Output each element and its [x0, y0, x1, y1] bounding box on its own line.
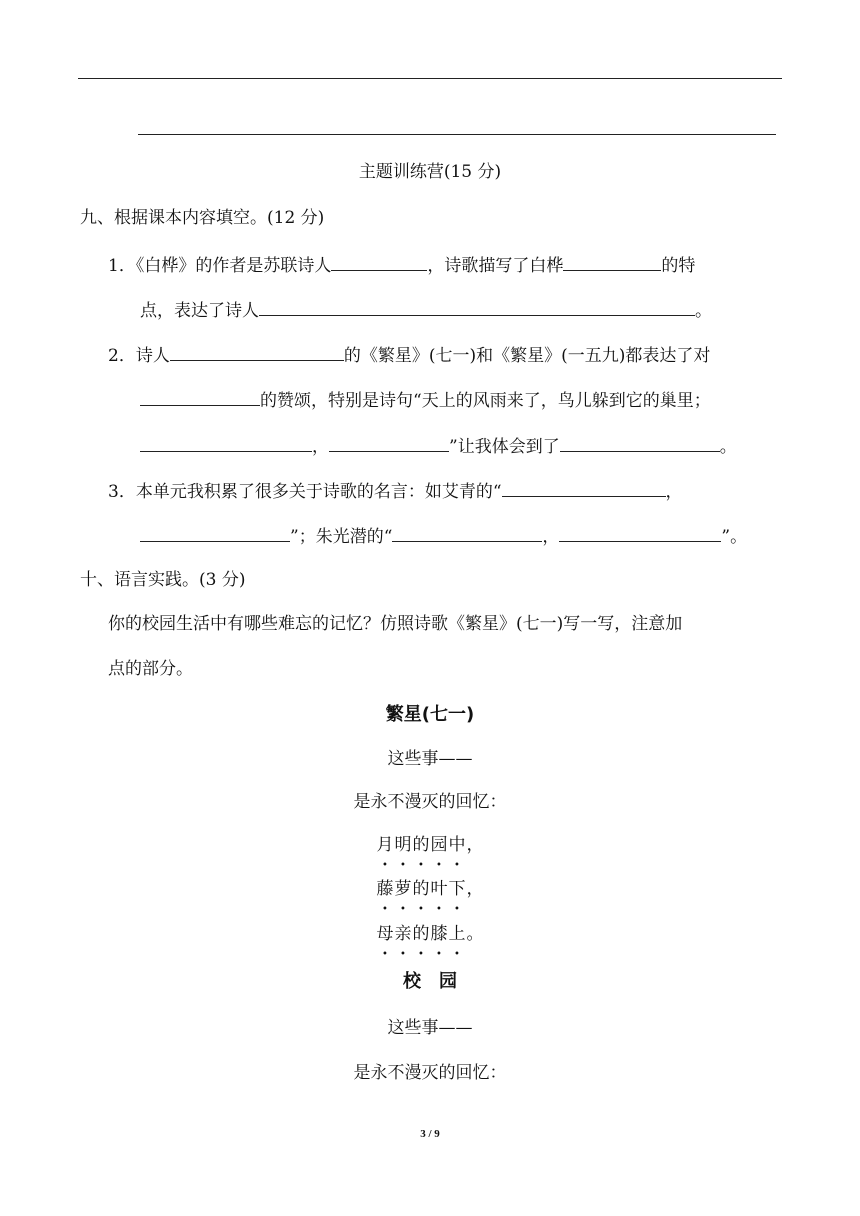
q9-item2-text-e: ”让我体会到了	[449, 437, 560, 457]
dotted-char: 上	[448, 924, 467, 944]
blank-poet-name[interactable]	[170, 342, 344, 361]
q9-item3-line2	[140, 523, 747, 549]
blank-aiqing-quote-b[interactable]	[140, 523, 290, 542]
blank-zhu-quote-b[interactable]	[559, 523, 721, 542]
q9-item2-line1	[108, 342, 710, 368]
blank-zhu-quote-a[interactable]	[392, 523, 542, 542]
q9-item2-line3	[140, 433, 737, 459]
poem1-title: 繁星(七一)	[385, 704, 475, 725]
blank-poem-line-a[interactable]	[140, 433, 312, 452]
q9-item3-text-e: ”。	[721, 527, 748, 547]
q9-item2-text-d: ，	[312, 437, 329, 457]
q9-item2-text-f: 。	[719, 437, 737, 457]
poem1-line3-dotted	[377, 835, 467, 855]
poem1-line1: 这些事——	[387, 749, 473, 769]
answer-line	[138, 134, 776, 135]
q9-item3-line1	[108, 478, 683, 504]
q9-item1-line1	[108, 252, 695, 278]
poem1-line4-end: ，	[466, 879, 484, 899]
dotted-char: 月	[376, 835, 395, 855]
q9-score: (12 分)	[267, 208, 325, 228]
dotted-char: 的	[412, 924, 431, 944]
q10-score: (3 分)	[199, 570, 246, 590]
q9-heading	[80, 206, 324, 230]
blank-poet-feeling[interactable]	[259, 297, 695, 316]
poem1-line3	[0, 833, 860, 857]
dotted-char: 膝	[430, 924, 449, 944]
dotted-char: 园	[430, 835, 449, 855]
poem2-line1: 这些事——	[387, 1018, 473, 1038]
dotted-char: 亲	[394, 924, 413, 944]
dotted-char: 母	[376, 924, 395, 944]
dotted-char: 中	[448, 835, 467, 855]
poem1-line4	[0, 877, 860, 901]
page-number: 3 / 9	[420, 1128, 440, 1140]
blank-birch-feature[interactable]	[563, 252, 661, 271]
q9-item1-line2	[140, 297, 712, 323]
dotted-char: 萝	[394, 879, 413, 899]
q9-item3-text-d: ，	[542, 527, 560, 547]
poem1-line5-end: 。	[466, 924, 484, 944]
q9-item1-text-a: 《白桦》的作者是苏联诗人	[135, 256, 332, 276]
blank-poem-line-b[interactable]	[329, 433, 449, 452]
blank-realization[interactable]	[560, 433, 720, 452]
q10-heading	[80, 568, 245, 592]
poem1-line5	[0, 922, 860, 946]
q9-item1-num: 1．	[108, 256, 136, 276]
q9-item2-text-a: 诗人	[135, 346, 170, 366]
q9-item3-text-c: ”；朱光潜的“	[290, 527, 393, 547]
q9-item1-text-d: 点，表达了诗人	[140, 301, 259, 321]
poem1-line2: 是永不漫灭的回忆：	[353, 792, 507, 812]
q10-heading-text: 十、语言实践。	[80, 570, 199, 590]
q10-prompt-line1: 你的校园生活中有哪些难忘的记忆？仿照诗歌《繁星》(七一)写一写，注意加	[108, 614, 683, 634]
q9-item3-text-b: ，	[665, 482, 683, 502]
q9-item3-text-a: 本单元我积累了很多关于诗歌的名言：如艾青的“	[135, 482, 502, 502]
q9-heading-text: 九、根据课本内容填空。	[80, 208, 267, 228]
q9-item2-text-b: 的《繁星》(七一)和《繁星》(一五九)都表达了对	[343, 346, 711, 366]
section-title: 主题训练营(15 分)	[358, 162, 502, 182]
blank-aiqing-quote-a[interactable]	[502, 478, 666, 497]
q9-item2-line2	[140, 387, 711, 413]
header-rule	[78, 78, 782, 79]
q9-item3-num: 3．	[108, 482, 136, 502]
poem2-line2: 是永不漫灭的回忆：	[353, 1063, 507, 1083]
blank-praise[interactable]	[140, 387, 260, 406]
dotted-char: 藤	[376, 879, 395, 899]
q9-item1-text-e: 。	[695, 301, 712, 321]
q9-item1-text-b: ，诗歌描写了白桦	[427, 256, 564, 276]
q9-item2-text-c: 的赞颂，特别是诗句“天上的风雨来了，鸟儿躲到它的巢里；	[260, 391, 711, 411]
poem1-line4-dotted	[377, 879, 467, 899]
poem1-line3-end: ，	[466, 835, 484, 855]
poem1-line5-dotted	[377, 924, 467, 944]
dotted-char: 的	[412, 879, 431, 899]
q9-item2-num: 2．	[108, 346, 136, 366]
dotted-char: 叶	[430, 879, 449, 899]
q10-prompt-line2: 点的部分。	[108, 659, 193, 679]
blank-poet[interactable]	[331, 252, 427, 271]
dotted-char: 明	[394, 835, 413, 855]
q9-item1-text-c: 的特	[661, 256, 696, 276]
poem2-title: 校 园	[403, 971, 457, 992]
dotted-char: 下	[448, 879, 467, 899]
dotted-char: 的	[412, 835, 431, 855]
